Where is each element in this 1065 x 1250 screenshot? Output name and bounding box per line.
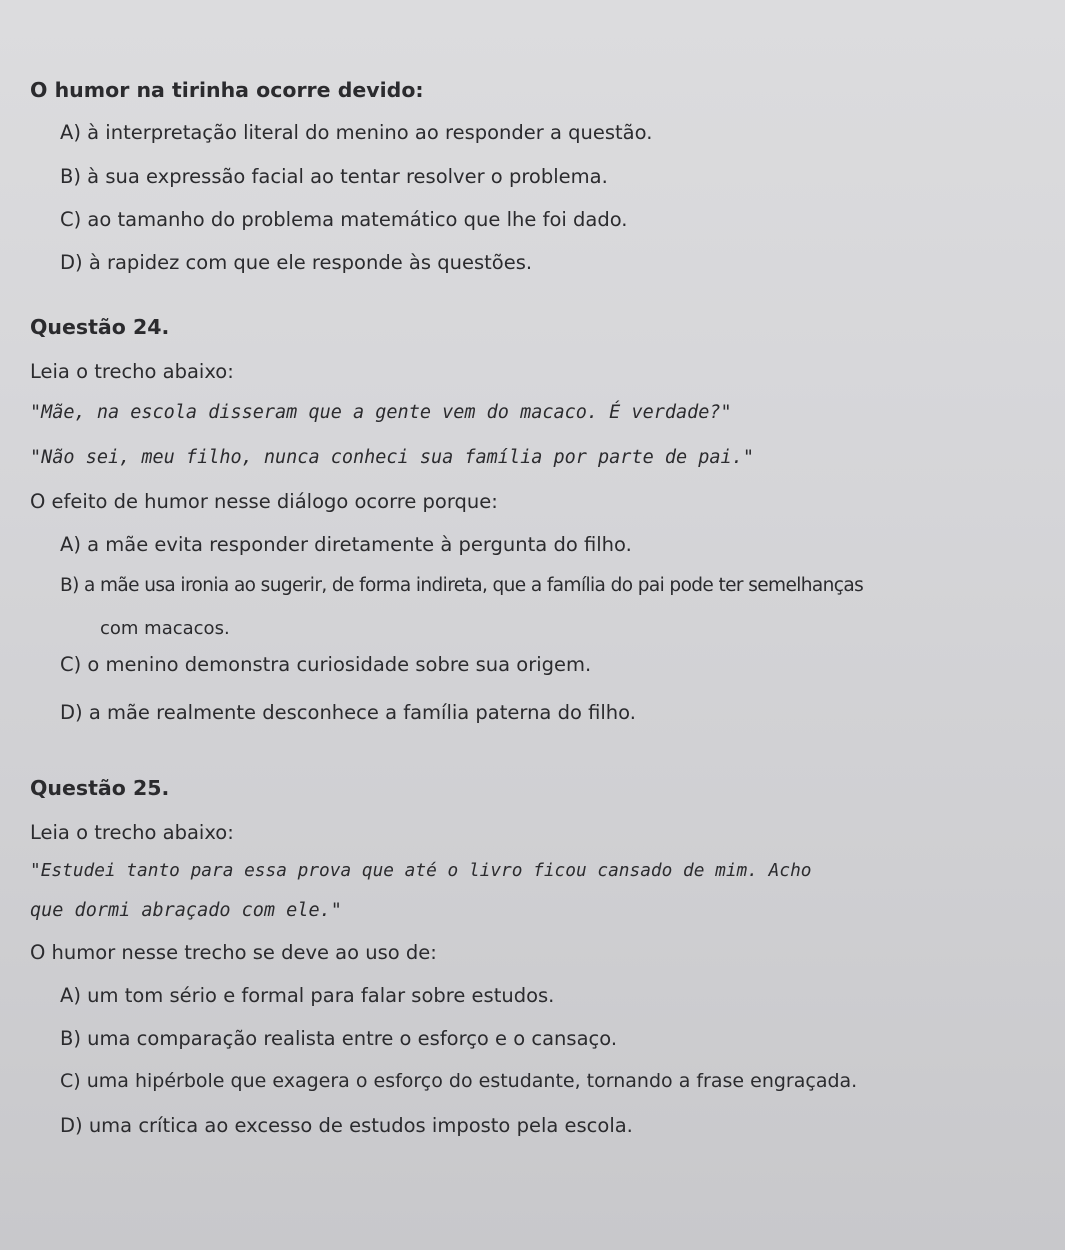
q23-prompt: O humor na tirinha ocorre devido: <box>30 78 424 102</box>
q23-option-c: C) ao tamanho do problema matemático que lhe foi dado. <box>60 208 628 231</box>
q25-prompt: O humor nesse trecho se deve ao uso de: <box>30 941 437 964</box>
q24-quote-2: "Não sei, meu filho, nunca conheci sua família por parte de pai." <box>30 447 754 468</box>
q25-option-a: A) um tom sério e formal para falar sobre estudos. <box>60 984 555 1007</box>
q24-prompt: O efeito de humor nesse diálogo ocorre porque: <box>30 490 498 513</box>
q24-intro: Leia o trecho abaixo: <box>30 360 234 383</box>
q23-option-b: B) à sua expressão facial ao tentar resolver o problema. <box>60 165 608 188</box>
q24-option-d: D) a mãe realmente desconhece a família paterna do filho. <box>60 701 636 724</box>
q25-title: Questão 25. <box>30 776 170 800</box>
q24-quote-1: "Mãe, na escola disseram que a gente vem do macaco. É verdade?" <box>30 402 732 423</box>
q25-option-c: C) uma hipérbole que exagera o esforço do estudante, tornando a frase engraçada. <box>60 1070 858 1092</box>
q23-option-a: A) à interpretação literal do menino ao responder a questão. <box>60 121 653 144</box>
q25-quote-line2: que dormi abraçado com ele." <box>30 900 342 921</box>
q24-option-b-line2: com macacos. <box>100 618 230 639</box>
q25-intro: Leia o trecho abaixo: <box>30 821 234 844</box>
q24-option-c: C) o menino demonstra curiosidade sobre sua origem. <box>60 653 592 676</box>
q25-option-d: D) uma crítica ao excesso de estudos imposto pela escola. <box>60 1114 633 1137</box>
q25-quote-line1: "Estudei tanto para essa prova que até o livro ficou cansado de mim. Acho <box>30 860 812 881</box>
q24-option-b-line1: B) a mãe usa ironia ao sugerir, de forma indireta, que a família do pai pode ter semelhanças <box>60 575 864 596</box>
q25-option-b: B) uma comparação realista entre o esforço e o cansaço. <box>60 1027 618 1050</box>
q23-option-d: D) à rapidez com que ele responde às questões. <box>60 251 533 274</box>
q24-title: Questão 24. <box>30 315 170 339</box>
q24-option-a: A) a mãe evita responder diretamente à pergunta do filho. <box>60 533 632 556</box>
